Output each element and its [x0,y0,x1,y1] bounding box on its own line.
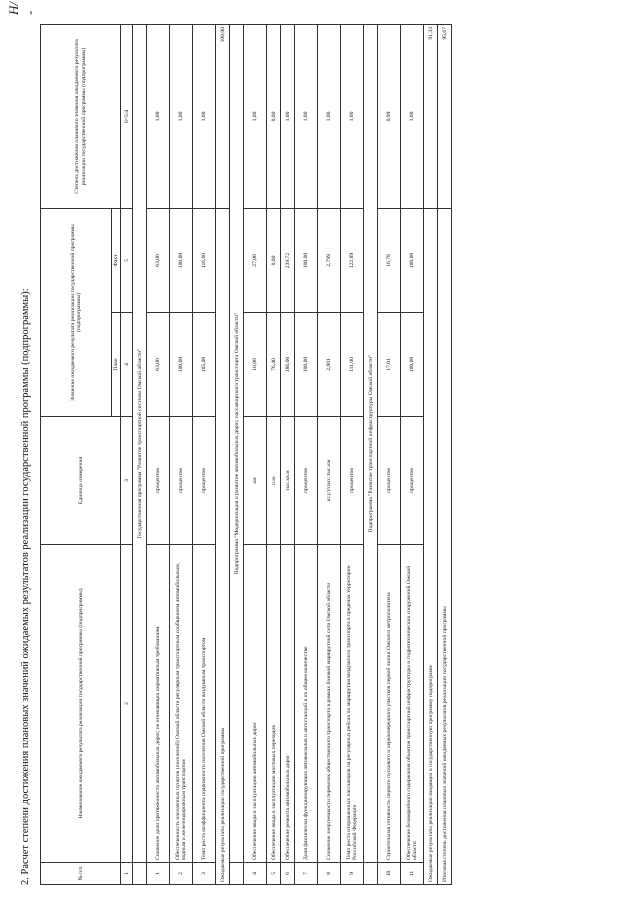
total-row: Ожидаемые результаты реализации входящих в государственную программу подпрограмм 91,33 [424,24,438,884]
table-row: 3 Темп роста коэффициента подвижности населения Омской области воздушным транспортом процентов 105,00 116,60 1,00 [193,24,216,884]
table-row: 5 Обеспечение ввода в эксплуатацию мостовых переходов п.м. 76,40 0,00 0,00 [267,24,281,884]
table-row: 10 Строительная готовность первого пускового и первоочередного участков первой линии Омского метрополитена процентов 17,01 16,78 0,99 [378,24,401,884]
handwritten-mark: Н/ - [6,2,37,15]
table-row: 2 Обеспеченность населенных пунктов (поселений) Омской области регулярным транспортным сообщением автомобильным, водным и железнодорожным транспортом процентов 100,00 100,00 1,00 [170,24,193,884]
summary-row: Ожидаемые результаты реализации государственной программы 100,00 [216,24,230,884]
col-number: 5 [121,208,133,312]
table-row: 6 Обеспечение ремонта автомобильных дорог тыс.кв.м 186,00 239,72 1,00 [281,24,295,884]
col-number: 6=5/4 [121,24,133,208]
table-row: 8 Снижение энергоемкости перевозок общественного транспорта в рамках базовой маршрутной сети Омской области кг.у.т/пасс.тыс.км 2,801 2,799 1,00 [318,24,341,884]
total-row: Итоговая степень достижения плановых значений ожидаемых результатов реализации государственной программы 95,67 [438,24,452,884]
col-number: 2 [121,545,133,863]
results-table [40,24,452,885]
col-header-degree: Степень достижения планового значения ожидаемого результата реализации государственной программы (подпрограммы) [41,24,121,208]
section-title: Государственная программа "Развитие транспортной системы Омской области" [133,24,147,862]
rotated-page [6,2,580,885]
col-header-unit: Единица измерения [41,417,121,545]
col-number: 1 [121,863,133,885]
table-row: 9 Темп роста отправленных пассажиров на регулярных рейсах по маршрутам воздушного транспорта в пределах территории Российской Федерации процентов 111,00 122,89 1,00 [341,24,364,884]
section-title: Подпрограмма "Развитие транспортной инфраструктуры Омской области" [364,24,378,862]
col-number: 3 [121,417,133,545]
section-heading: 2. Расчет степени достижения плановых значений ожидаемых результатов реализации государственной программы (подпрограммы): [20,288,31,885]
table-row: 11 Обеспечение безаварийного содержания объектов транспортной инфраструктуры и гидротехнических сооружений Омской области процентов 100,00 100,00 1,00 [401,24,424,884]
col-header-value: Значение ожидаемого результата реализации государственной программы (подпрограммы) [41,208,112,416]
col-header-fact: Факт [112,208,121,312]
table-row: 7 Доля фактически функционирующих автовокзалов и автостанций в их общем количестве процентов 100,00 100,00 1,00 [295,24,318,884]
col-header-name: Наименование ожидаемого результата реализации государственной программы (подпрограммы) [41,545,121,863]
col-header-plan: План [112,313,121,417]
section-title: Подпрограмма "Модернизация и развитие автомобильных дорог, пассажирского транспорта Омской области" [230,24,244,862]
col-header-no: № п/п [41,863,121,885]
col-number: 4 [121,313,133,417]
table-row: 4 Обеспечение ввода в эксплуатацию автомобильных дорог км 10,80 27,00 1,00 [244,24,267,884]
table-row: 1 Снижение доли протяженности автомобильных дорог, не отвечающих нормативным требованиям процентов 63,00 63,00 1,00 [147,24,170,884]
